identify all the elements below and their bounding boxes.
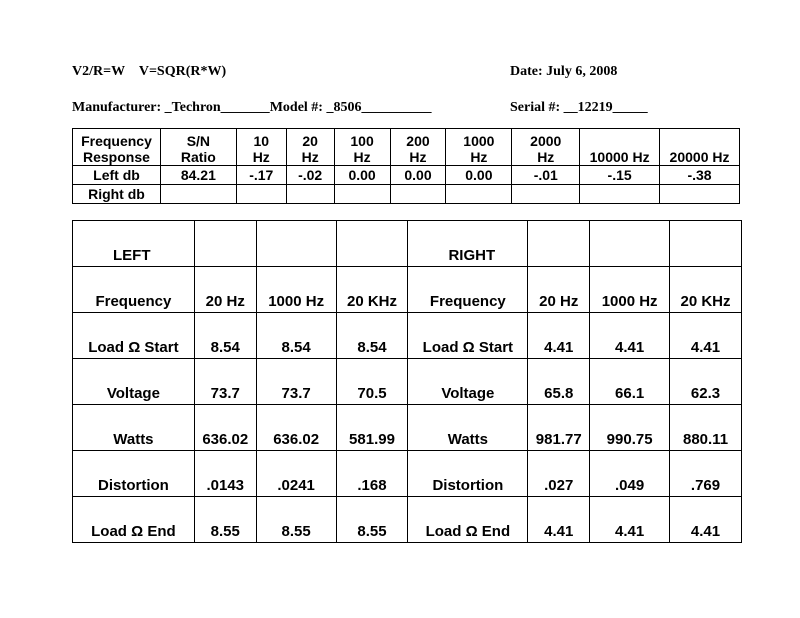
freq-header-cell bbox=[390, 129, 446, 166]
frequency-header-row bbox=[73, 129, 740, 166]
power-cell: 636.02 bbox=[256, 405, 336, 451]
power-cell: .027 bbox=[528, 451, 590, 497]
power-cell: Frequency bbox=[408, 267, 528, 313]
left-db-cell: 84.21 bbox=[160, 166, 236, 185]
power-cell: 8.55 bbox=[336, 497, 408, 543]
power-cell: 73.7 bbox=[194, 359, 256, 405]
left-db-cell: Left db bbox=[73, 166, 161, 185]
right-db-cell bbox=[660, 185, 740, 204]
left-db-cell: -.02 bbox=[286, 166, 334, 185]
serial-value: __12219_____ bbox=[563, 100, 648, 115]
freq-header-line: Hz bbox=[252, 149, 270, 165]
freq-header-line: 10 bbox=[253, 133, 270, 149]
left-db-cell: 0.00 bbox=[446, 166, 512, 185]
right-db-cell bbox=[160, 185, 236, 204]
freq-header-cell bbox=[286, 129, 334, 166]
left-db-cell: -.15 bbox=[580, 166, 660, 185]
power-cell: 4.41 bbox=[590, 497, 670, 543]
freq-header-cell bbox=[160, 129, 236, 166]
power-cell: 1000 Hz bbox=[256, 267, 336, 313]
power-cell: 4.41 bbox=[590, 313, 670, 359]
voltage-row bbox=[73, 359, 742, 405]
freq-header-cell bbox=[236, 129, 286, 166]
formula-power: V2/R=W bbox=[72, 64, 126, 79]
power-cell: Load Ω End bbox=[408, 497, 528, 543]
power-cell: .049 bbox=[590, 451, 670, 497]
left-db-cell: 0.00 bbox=[334, 166, 390, 185]
power-cell: Load Ω Start bbox=[408, 313, 528, 359]
power-cell: Watts bbox=[408, 405, 528, 451]
power-cell: 70.5 bbox=[336, 359, 408, 405]
freq-header-cell bbox=[580, 129, 660, 166]
power-cell: 62.3 bbox=[670, 359, 742, 405]
model-label: Model #: bbox=[269, 100, 323, 115]
freq-header-cell bbox=[73, 129, 161, 166]
power-cell bbox=[670, 221, 742, 267]
manufacturer-label: Manufacturer: bbox=[72, 100, 162, 115]
frequency-row bbox=[73, 267, 742, 313]
power-cell: .769 bbox=[670, 451, 742, 497]
freq-header-line: 10000 Hz bbox=[589, 149, 650, 165]
freq-header-line: Response bbox=[83, 149, 150, 165]
power-cell: 4.41 bbox=[670, 497, 742, 543]
left-db-cell: -.17 bbox=[236, 166, 286, 185]
power-cell: 66.1 bbox=[590, 359, 670, 405]
formula-voltage: V=SQR(R*W) bbox=[138, 64, 227, 79]
power-cell: 8.55 bbox=[256, 497, 336, 543]
section-title-row bbox=[73, 221, 742, 267]
power-cell: LEFT bbox=[73, 221, 195, 267]
distortion-row bbox=[73, 451, 742, 497]
model-value: _8506__________ bbox=[326, 100, 432, 115]
left-db-cell: 0.00 bbox=[390, 166, 446, 185]
power-cell: 8.55 bbox=[194, 497, 256, 543]
freq-header-line: S/N bbox=[186, 133, 211, 149]
freq-header-line: Ratio bbox=[180, 149, 216, 165]
right-db-cell bbox=[390, 185, 446, 204]
freq-header-cell bbox=[334, 129, 390, 166]
freq-header-line: Frequency bbox=[81, 133, 152, 149]
power-cell: 20 KHz bbox=[336, 267, 408, 313]
power-cell: 1000 Hz bbox=[590, 267, 670, 313]
power-cell: 73.7 bbox=[256, 359, 336, 405]
right-db-cell bbox=[512, 185, 580, 204]
power-cell: .0241 bbox=[256, 451, 336, 497]
freq-header-line: Hz bbox=[470, 149, 488, 165]
formula-line bbox=[72, 64, 226, 80]
power-cell: Frequency bbox=[73, 267, 195, 313]
power-cell: 581.99 bbox=[336, 405, 408, 451]
freq-header-line: 20000 Hz bbox=[669, 149, 730, 165]
power-test-table bbox=[72, 220, 742, 543]
power-cell: 880.11 bbox=[670, 405, 742, 451]
power-cell bbox=[528, 221, 590, 267]
frequency-response-table bbox=[72, 128, 740, 204]
manufacturer-line bbox=[72, 100, 431, 116]
serial-label: Serial #: bbox=[510, 100, 561, 115]
power-cell: Load Ω End bbox=[73, 497, 195, 543]
freq-header-line bbox=[660, 133, 739, 149]
freq-header-line: 20 bbox=[302, 133, 318, 149]
power-cell: RIGHT bbox=[408, 221, 528, 267]
power-cell: Distortion bbox=[73, 451, 195, 497]
right-db-cell: Right db bbox=[73, 185, 161, 204]
freq-header-line: 1000 bbox=[463, 133, 495, 149]
power-cell: 20 Hz bbox=[528, 267, 590, 313]
power-cell: Load Ω Start bbox=[73, 313, 195, 359]
power-cell bbox=[256, 221, 336, 267]
freq-header-line bbox=[580, 133, 659, 149]
test-date: Date: July 6, 2008 bbox=[510, 64, 618, 79]
freq-header-line: Hz bbox=[537, 149, 555, 165]
freq-header-line: Hz bbox=[353, 149, 371, 165]
power-cell: Voltage bbox=[408, 359, 528, 405]
power-cell: 20 Hz bbox=[194, 267, 256, 313]
freq-header-line: Hz bbox=[409, 149, 427, 165]
power-cell: 8.54 bbox=[256, 313, 336, 359]
left-db-row bbox=[73, 166, 740, 185]
power-cell: 4.41 bbox=[528, 497, 590, 543]
freq-header-cell bbox=[512, 129, 580, 166]
freq-header-line: 200 bbox=[406, 133, 430, 149]
power-cell: 65.8 bbox=[528, 359, 590, 405]
power-cell bbox=[194, 221, 256, 267]
power-cell: Watts bbox=[73, 405, 195, 451]
freq-header-line: 100 bbox=[350, 133, 374, 149]
right-db-cell bbox=[580, 185, 660, 204]
watts-row bbox=[73, 405, 742, 451]
power-cell: 4.41 bbox=[528, 313, 590, 359]
power-cell: 20 KHz bbox=[670, 267, 742, 313]
load-start-row bbox=[73, 313, 742, 359]
power-cell: 4.41 bbox=[670, 313, 742, 359]
right-db-cell bbox=[236, 185, 286, 204]
left-db-cell: -.38 bbox=[660, 166, 740, 185]
power-cell: 636.02 bbox=[194, 405, 256, 451]
right-db-row bbox=[73, 185, 740, 204]
load-end-row bbox=[73, 497, 742, 543]
power-cell: .168 bbox=[336, 451, 408, 497]
manufacturer-value: _Techron_______ bbox=[164, 100, 270, 115]
power-cell: Voltage bbox=[73, 359, 195, 405]
power-cell: 8.54 bbox=[194, 313, 256, 359]
right-db-cell bbox=[446, 185, 512, 204]
power-cell: 8.54 bbox=[336, 313, 408, 359]
left-db-cell: -.01 bbox=[512, 166, 580, 185]
power-cell: 990.75 bbox=[590, 405, 670, 451]
freq-header-line: 2000 bbox=[530, 133, 562, 149]
freq-header-line: Hz bbox=[301, 149, 319, 165]
power-cell: Distortion bbox=[408, 451, 528, 497]
freq-header-cell bbox=[660, 129, 740, 166]
right-db-cell bbox=[334, 185, 390, 204]
power-cell bbox=[590, 221, 670, 267]
power-cell bbox=[336, 221, 408, 267]
power-cell: .0143 bbox=[194, 451, 256, 497]
power-cell: 981.77 bbox=[528, 405, 590, 451]
right-db-cell bbox=[286, 185, 334, 204]
serial-line bbox=[510, 100, 648, 116]
freq-header-cell bbox=[446, 129, 512, 166]
